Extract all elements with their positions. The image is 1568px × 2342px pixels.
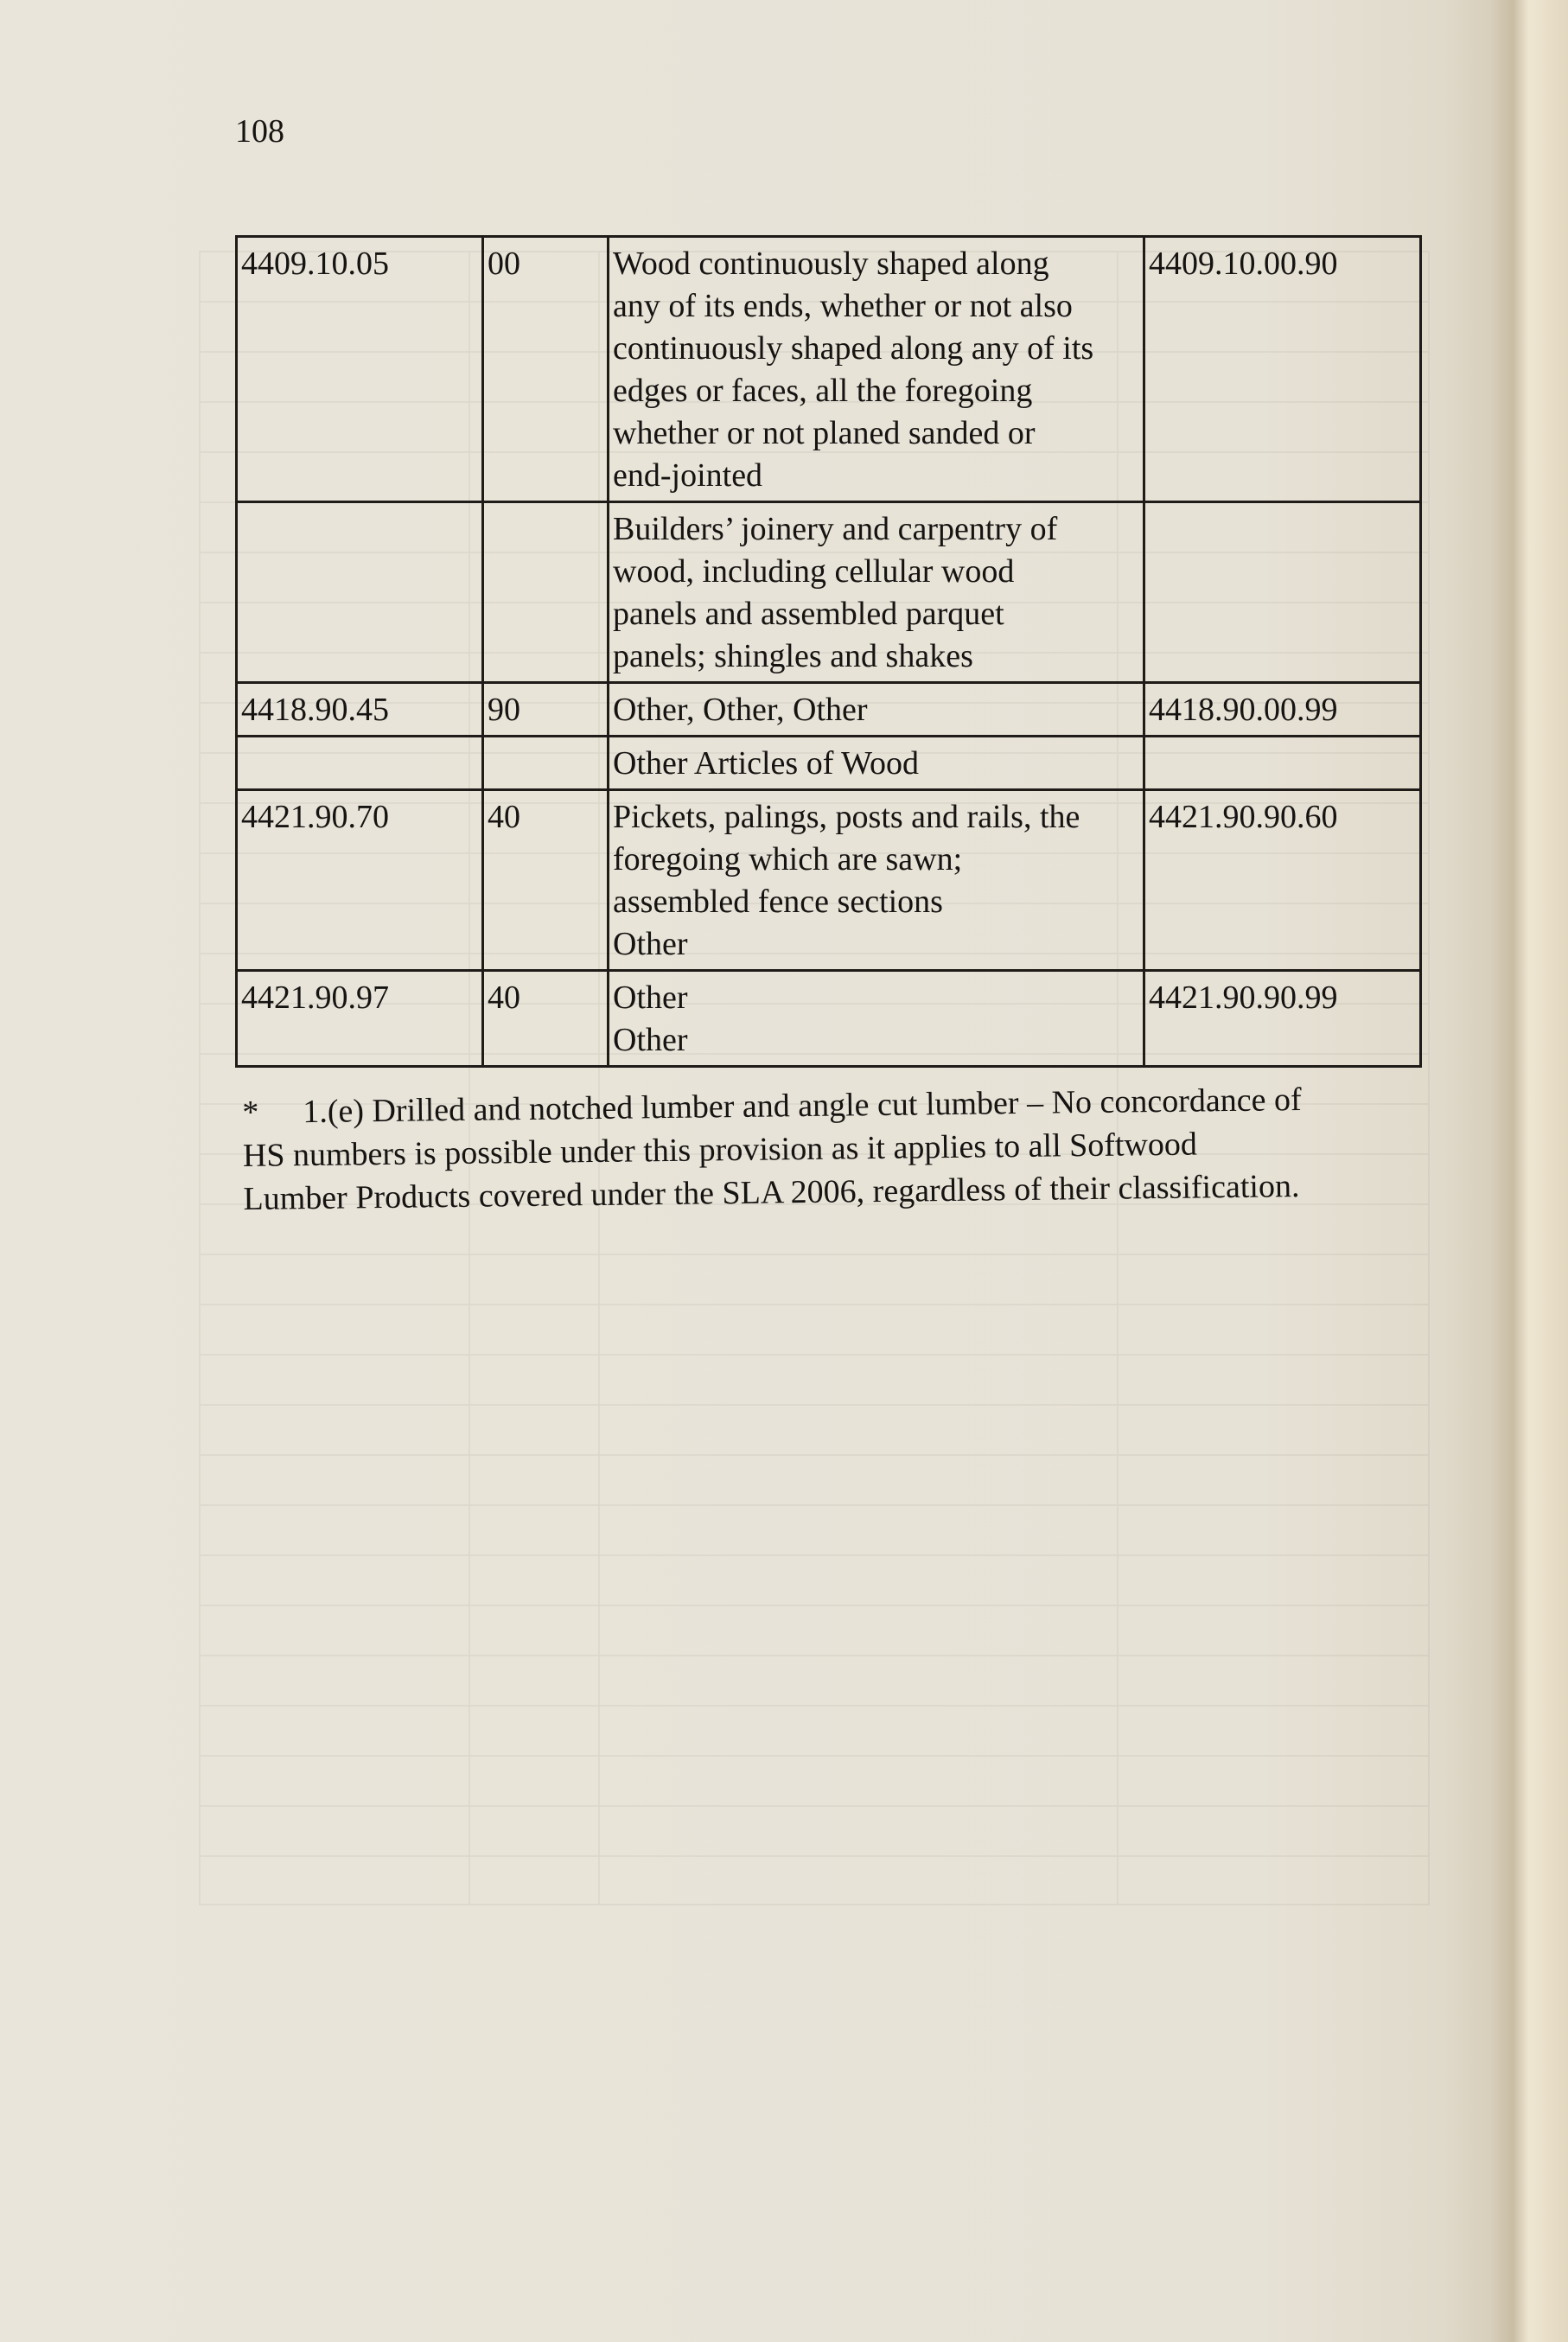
description-cell (609, 683, 1144, 737)
description-line: Other Articles of Wood (613, 745, 920, 782)
footnote-line: HS numbers is possible under this provision as it applies to all Softwood (242, 1126, 1198, 1174)
target-code-cell (1144, 502, 1421, 683)
description-cell (609, 737, 1144, 790)
footnote (242, 1076, 1428, 1221)
table-row (237, 237, 1421, 502)
description-line: any of its ends, whether or not also (613, 288, 1073, 324)
hs-code-cell: 4421.90.97 (237, 971, 483, 1067)
suffix-cell: 40 (483, 971, 609, 1067)
table-row (237, 790, 1421, 971)
description-line: Builders’ joinery and carpentry of (613, 511, 1058, 547)
target-code-cell: 4421.90.90.60 (1144, 790, 1421, 971)
table-row (237, 502, 1421, 683)
description-cell (609, 502, 1144, 683)
description-line: panels and assembled parquet (613, 596, 1004, 632)
description-line: wood, including cellular wood (613, 553, 1015, 590)
description-line: Other, Other, Other (613, 692, 868, 728)
suffix-cell (483, 737, 609, 790)
description-line: end-jointed (613, 457, 763, 494)
suffix-cell: 00 (483, 237, 609, 502)
target-code-cell (1144, 737, 1421, 790)
table-row (237, 971, 1421, 1067)
description-line: Pickets, palings, posts and rails, the (613, 799, 1080, 835)
page-number: 108 (235, 113, 284, 150)
table-row (237, 737, 1421, 790)
description-line: Other (613, 1022, 688, 1058)
description-cell (609, 971, 1144, 1067)
description-line: edges or faces, all the foregoing (613, 373, 1033, 409)
hs-code-cell: 4418.90.45 (237, 683, 483, 737)
footnote-marker: * (242, 1094, 259, 1131)
target-code-cell: 4421.90.90.99 (1144, 971, 1421, 1067)
table-row (237, 683, 1421, 737)
suffix-cell: 40 (483, 790, 609, 971)
footnote-line: Lumber Products covered under the SLA 2006, regardless of their classification. (243, 1168, 1300, 1217)
description-line: foregoing which are sawn; (613, 841, 963, 877)
description-line: whether or not planed sanded or (613, 415, 1036, 451)
hs-code-cell (237, 502, 483, 683)
target-code-cell: 4409.10.00.90 (1144, 237, 1421, 502)
description-line: Wood continuously shaped along (613, 246, 1049, 282)
suffix-cell (483, 502, 609, 683)
description-line: Other (613, 926, 688, 962)
hs-code-cell (237, 737, 483, 790)
description-line: Other (613, 980, 688, 1016)
target-code-cell: 4418.90.00.99 (1144, 683, 1421, 737)
hs-code-cell: 4409.10.05 (237, 237, 483, 502)
description-line: continuously shaped along any of its (613, 330, 1094, 367)
suffix-cell: 90 (483, 683, 609, 737)
description-line: assembled fence sections (613, 884, 943, 920)
description-cell (609, 790, 1144, 971)
footnote-text: 1.(e) Drilled and notched lumber and angle cut lumber – No concordance of (303, 1082, 1302, 1131)
concordance-table (235, 235, 1422, 1068)
hs-code-cell: 4421.90.70 (237, 790, 483, 971)
description-line: panels; shingles and shakes (613, 638, 973, 674)
description-cell (609, 237, 1144, 502)
